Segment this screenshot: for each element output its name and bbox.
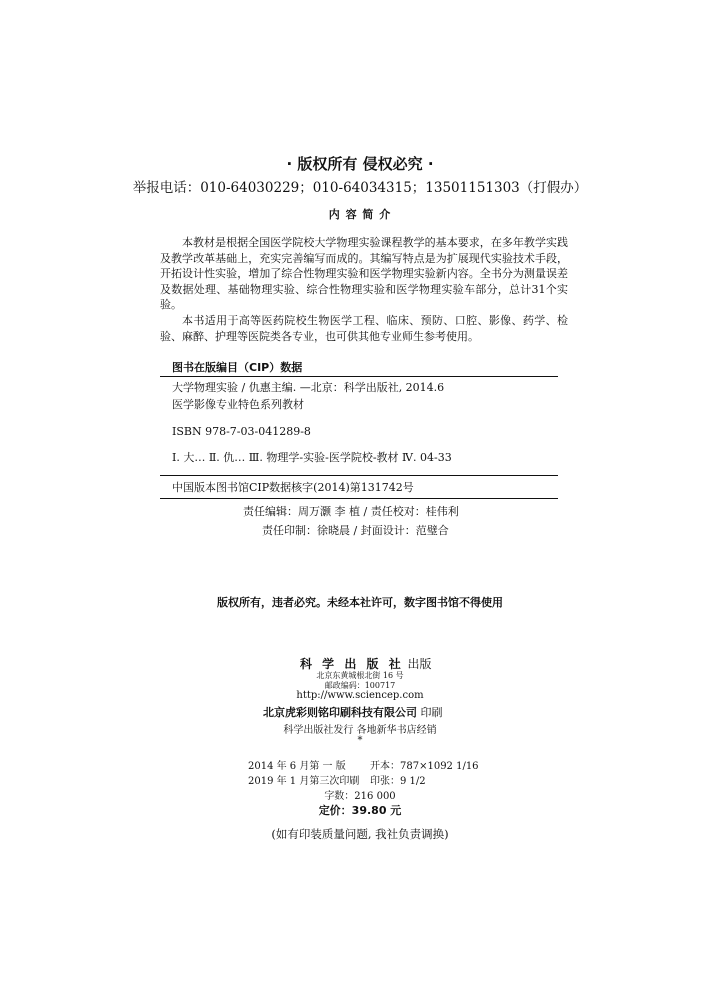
print-run: 2019 年 1 月第三次印刷 xyxy=(248,776,360,787)
price: 定价：39.80 元 xyxy=(318,804,402,817)
publisher-role: 出版 xyxy=(407,657,432,671)
print-sheets: 印张：9 1/2 xyxy=(370,776,426,787)
book-format: 开本：787×1092 1/16 xyxy=(370,761,479,772)
word-count: 字数：216 000 xyxy=(324,791,396,802)
publisher-website: http://www.sciencep.com xyxy=(296,690,424,701)
report-hotline: 举报电话：010-64030229；010-64034315；13501151303（打假办） xyxy=(132,180,588,196)
cip-heading: 图书在版编目（CIP）数据 xyxy=(172,361,303,374)
editors-line-1: 责任编辑：周万灏 李 植 / 责任校对：桂伟利 xyxy=(243,505,459,518)
quality-notice: (如有印装质量问题, 我社负责调换) xyxy=(271,827,449,841)
summary-paragraph-1: 本教材是根据全国医学院校大学物理实验课程教学的基本要求，在多年教学实践及教学改革基础上，充实完善编写而成的。其编写特点是为扩展现代实验技术手段，开拓设计性实验，增加了综合性物理实验和医学物理实验新内容。全书分为测量误差及数据处理、基础物理实验、综合性物理实验和医学物理实验车部分，总计31个实验。 xyxy=(160,236,568,312)
distribution-line: 科学出版社发行 各地新华书店经销 xyxy=(283,725,437,736)
separator-star: * xyxy=(357,735,363,746)
editors-line-2: 责任印制：徐晓晨 / 封面设计：范璧合 xyxy=(262,524,449,537)
cip-middle-rule xyxy=(160,475,558,476)
summary-heading: 内 容 简 介 xyxy=(328,208,392,221)
cip-isbn: ISBN 978-7-03-041289-8 xyxy=(172,425,311,438)
publisher-name: 科 学 出 版 社 xyxy=(300,657,404,671)
cip-series-line: 医学影像专业特色系列教材 xyxy=(172,398,304,411)
cip-bottom-rule xyxy=(160,498,558,499)
first-edition: 2014 年 6 月第 一 版 xyxy=(248,761,346,772)
publisher-address: 北京东黄城根北街 16 号 xyxy=(316,671,404,680)
cip-top-rule xyxy=(160,376,558,377)
cip-title-line: 大学物理实验 / 仇惠主编. —北京：科学出版社, 2014.6 xyxy=(172,381,445,394)
cip-classification: Ⅰ. 大… Ⅱ. 仇… Ⅲ. 物理学-实验-医学院校-教材 Ⅳ. 04-33 xyxy=(172,451,452,464)
summary-paragraph-2: 本书适用于高等医药院校生物医学工程、临床、预防、口腔、影像、药学、检验、麻醉、护理等医院类各专业，也可供其他专业师生参考使用。 xyxy=(160,314,568,343)
rights-notice: 版权所有，违者必究。未经本社许可，数字图书馆不得使用 xyxy=(217,596,503,609)
copyright-title: · 版权所有 侵权必究 · xyxy=(286,155,434,173)
cip-record-number: 中国版本图书馆CIP数据核字(2014)第131742号 xyxy=(172,481,414,494)
printer-role: 印刷 xyxy=(420,706,443,719)
printer-name: 北京虎彩则铭印刷科技有限公司 xyxy=(263,706,417,719)
publisher-postcode: 邮政编码：100717 xyxy=(324,681,396,690)
printer-line xyxy=(263,704,443,720)
